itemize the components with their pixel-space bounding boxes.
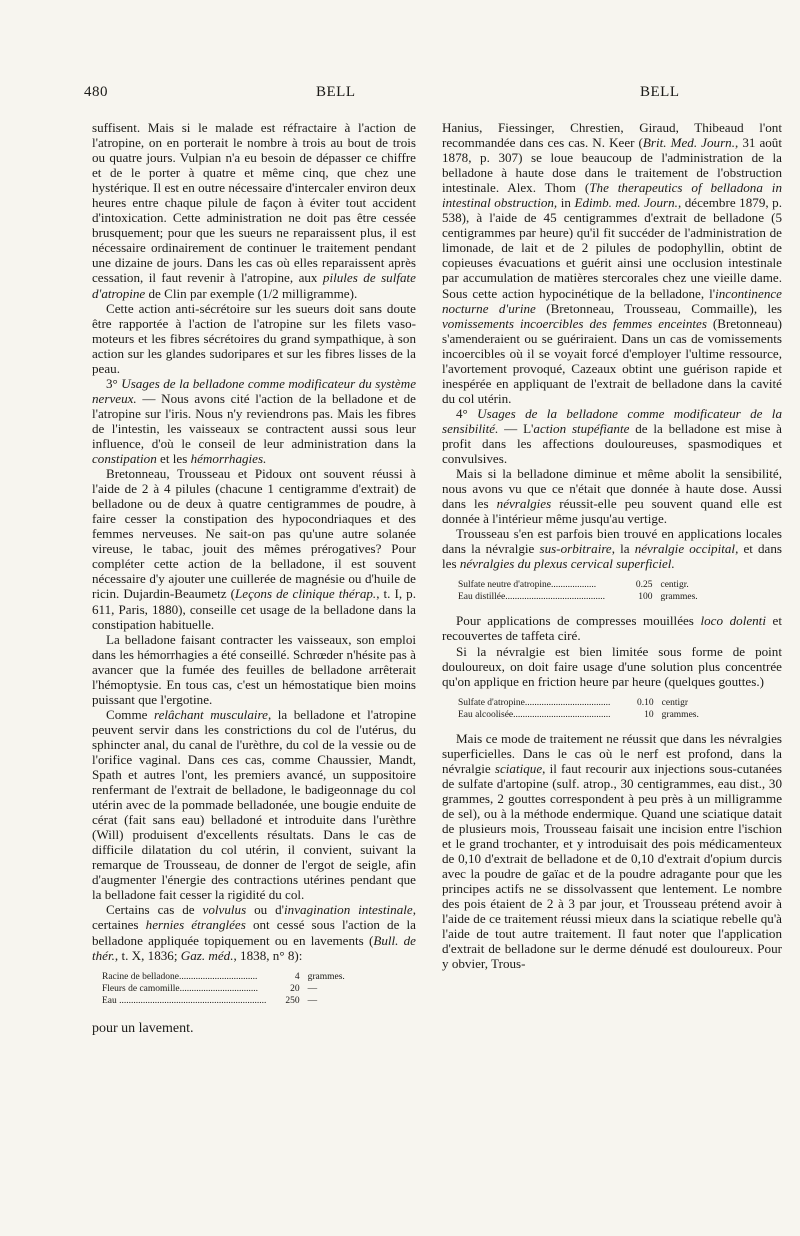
running-title-left: BELL (316, 84, 356, 100)
recipe-row: Eau distillée.......................................... 100 grammes. (458, 592, 698, 603)
right-column (442, 120, 782, 971)
page-number: 480 (84, 84, 108, 100)
recipe-usage: pour un lavement. (92, 1020, 194, 1036)
paragraph: Mais ce mode de traitement ne réussit que dans les névralgies superficielles. Dans le cas où le nerf est profond, dans la névralgie sciatique, il faut recourir aux injections sous-cutanées de sulfate d'artopine (sulf. atrop., 30 centigrammes, eau dist., 30 grammes, 2 gouttes correspondent à peu près à un milligramme de sel), ou à la méthode endermique. Quand une sciatique datait de plusieurs mois, Trousseau faisait une incision entre l'ischion et le grand trochanter, et y introduisait des pois médicamenteux de 0,10 d'extrait de belladone et de 0,10 d'extrait d'opium durcis avec la poudre de gaïac et de la poudre adragante pour que les principes actifs ne se dissolvassent que lentement. Le nombre des pois étaient de 2 à 3 par jour, et Trousseau prétend avoir à l'aide de ce traitement réussi mieux dans la sciatique rebelle qu'à l'aide de tout autre traitement. Il faut noter que l'application d'extrait de belladone sur le derme dénudé est douloureux. Pour y obvier, Trous- (442, 730, 782, 972)
paragraph: Cette action anti-sécrétoire sur les sueurs doit sans doute être rapportée à l'action de l'atropine sur les filets vaso-moteurs et les fibres sécrétoires du grand sympathique, à son action sur les glandes sudoripares et sur les fibres lisses de la peau. (92, 300, 416, 376)
recipe-row: Sulfate d'atropine.................................... 0.10 centigr (458, 697, 689, 708)
paragraph: Trousseau s'en est parfois bien trouvé en applications locales dans la névralgie sus-orbitraire, la névralgie occipital, et dans les névralgies du plexus cervical superficiel. (442, 526, 782, 572)
recipe-table (456, 579, 706, 603)
running-title-right: BELL (640, 84, 680, 100)
recipe-row: Eau .............................................................. 250 — (102, 995, 318, 1006)
paragraph: Bretonneau, Trousseau et Pidoux ont souvent réussi à l'aide de 2 à 4 pilules (chacune 1 centigramme d'extrait) de belladone ou de deux à quatre centigrammes de poudre, à faire cesser la constipation des hypocondriaques et des femmes nerveuses. Ne sait-on pas qu'une autre solanée vireuse, le tabac, jouit des mêmes prérogatives? Pour compléter cette action de la belladone, il est souvent nécessaire d'y ajouter une cuillerée de magnésie ou d'huile de ricin. Dujardin-Beaumetz (Leçons de clinique thérap., t. I, p. 611, Paris, 1880), conseille cet usage de la belladone dans la constipation habituelle. (92, 466, 416, 632)
running-header (84, 84, 780, 106)
paragraph: suffisent. Mais si le malade est réfractaire à l'action de l'atropine, on en porterait le nombre à trois au bout de trois ou quatre jours. Vulpian n'a eu besoin de dépasser ce chiffre et de le porter à quatre et même cinq, que chez une hystérique. Il est en outre nécessaire d'intercaler environ deux heures entre chaque pilule de façon à éviter tout accident d'intoxication. Cette administration ne doit pas être cessée brusquement; pour que les sueurs ne reparaissent plus, il est nécessaire ordinairement de continuer le traitement pendant une dizaine de jours. Dans les cas où elles reparaissent après cessation, il faut revenir à l'atropine, aux pilules de sulfate d'atropine de Clin par exemple (1/2 milligramme). (92, 120, 416, 301)
paragraph: Certains cas de volvulus ou d'invagination intestinale, certaines hernies étranglées ont cessé sous l'action de la belladone appliquée topiquement ou en lavements (Bull. de thér., t. X, 1836; Gaz. méd., 1838, n° 8): (92, 902, 417, 963)
recipe-row: Racine de belladone................................. 4 grammes. (102, 971, 345, 982)
recipe-row: Fleurs de camomille................................. 20 — (102, 983, 318, 994)
section-heading-paragraph: 3° Usages de la belladone comme modificateur du système nerveux. — Nous avons cité l'action de la belladone et de l'atropine sur l'iris. Nous n'y reviendrons pas. Mais les fibres de l'intestin, les vaisseaux se contractent aussi sous leur influence, d'où le conseil de leur administration dans la constipation et les hémorrhagies. (92, 375, 417, 467)
paragraph: La belladone faisant contracter les vaisseaux, son emploi dans les hémorrhagies a été conseillé. Schrœder n'hésite pas à avancer que la fumée des feuilles de belladone arrêterait l'hémoptysie. En tous cas, c'est un hémostatique bien moins puissant que l'ergotine. (92, 631, 416, 707)
paragraph: Si la névralgie est bien limitée sous forme de point douloureux, on doit faire usage d'une solution plus concentrée qu'on applique en friction heure par heure (quelques gouttes.) (442, 643, 782, 689)
left-column (92, 120, 416, 1036)
recipe-table (100, 971, 350, 1007)
paragraph: Comme relâchant musculaire, la belladone et l'atropine peuvent servir dans les constrictions du col de l'utérus, du sphincter anal, du canal de l'urèthre, du col de la vessie ou de l'orifice vaginal. Dans ces cas, comme Chaussier, Mandt, Spath et autres l'ont, les premiers avancé, un suppositoire renfermant de l'extrait de belladone, le badigeonnage du col utérin avec de la pommade belladonée, une bougie enduite de cérat (fait sans eau) belladoné et introduite dans l'urèthre (Will) produisent d'excellents résultats. Dans le cas de difficile dilatation du col utérin, il convient, suivant la remarque de Trousseau, de donner de l'ergot de seigle, afin d'augmenter l'énergie des contractions utérines pendant que la belladone fait cesser la rigidité du col. (92, 706, 417, 903)
recipe-table (456, 697, 706, 721)
section-heading-paragraph: 4° Usages de la belladone comme modificateur de la sensibilité. — L'action stupéfiante de la belladone est mise à profit dans les affections douloureuses, spasmodiques et convulsives. (442, 405, 782, 467)
paragraph: Mais si la belladone diminue et même abolit la sensibilité, nous avons vu que ce n'était que donnée à haute dose. Aussi dans les névralgies réussit-elle peu souvent quand elle est donnée à l'intérieur même jusqu'au vertige. (442, 466, 782, 527)
recipe-row: Eau alcoolisée......................................... 10 grammes. (458, 709, 699, 720)
paragraph: Pour applications de compresses mouillées loco dolenti et recouvertes de taffeta ciré. (442, 613, 782, 644)
paragraph: Hanius, Fiessinger, Chrestien, Giraud, Thibeaud l'ont recommandée dans ces cas. N. Keer (Brit. Med. Journ., 31 août 1878, p. 307) se loue beaucoup de l'administration de la belladone à haute dose dans le traitement de l'obstruction intestinale. Alex. Thom (The therapeutics of belladona in intestinal obstruction, in Edimb. med. Journ., décembre 1879, p. 538), à l'aide de 45 centigrammes d'extrait de belladone (5 centigrammes par heure) qu'il fit succéder de l'administration de limonade, de lait et de 2 pilules de podophyllin, obtint de copieuses évacuations et guérit ainsi une occlusion intestinale par accumulation de matières stercorales chez une vieille dame. Sous cette action hypocinétique de la belladone, l'incontinence nocturne d'urine (Bretonneau, Trousseau, Commaille), les vomissements incoercibles des femmes enceintes (Bretonneau) s'amenderaient ou se guériraient. Dans un cas de vomissements incoercibles où il se voyait forcé d'employer l'ultime ressource, l'avortement provoqué, Cazeaux obtint une guérison rapide et inespérée en appliquant de l'extrait de belladone dans la cavité du col utérin. (442, 120, 783, 406)
recipe-row: Sulfate neutre d'atropine................... 0.25 centigr. (458, 580, 689, 591)
